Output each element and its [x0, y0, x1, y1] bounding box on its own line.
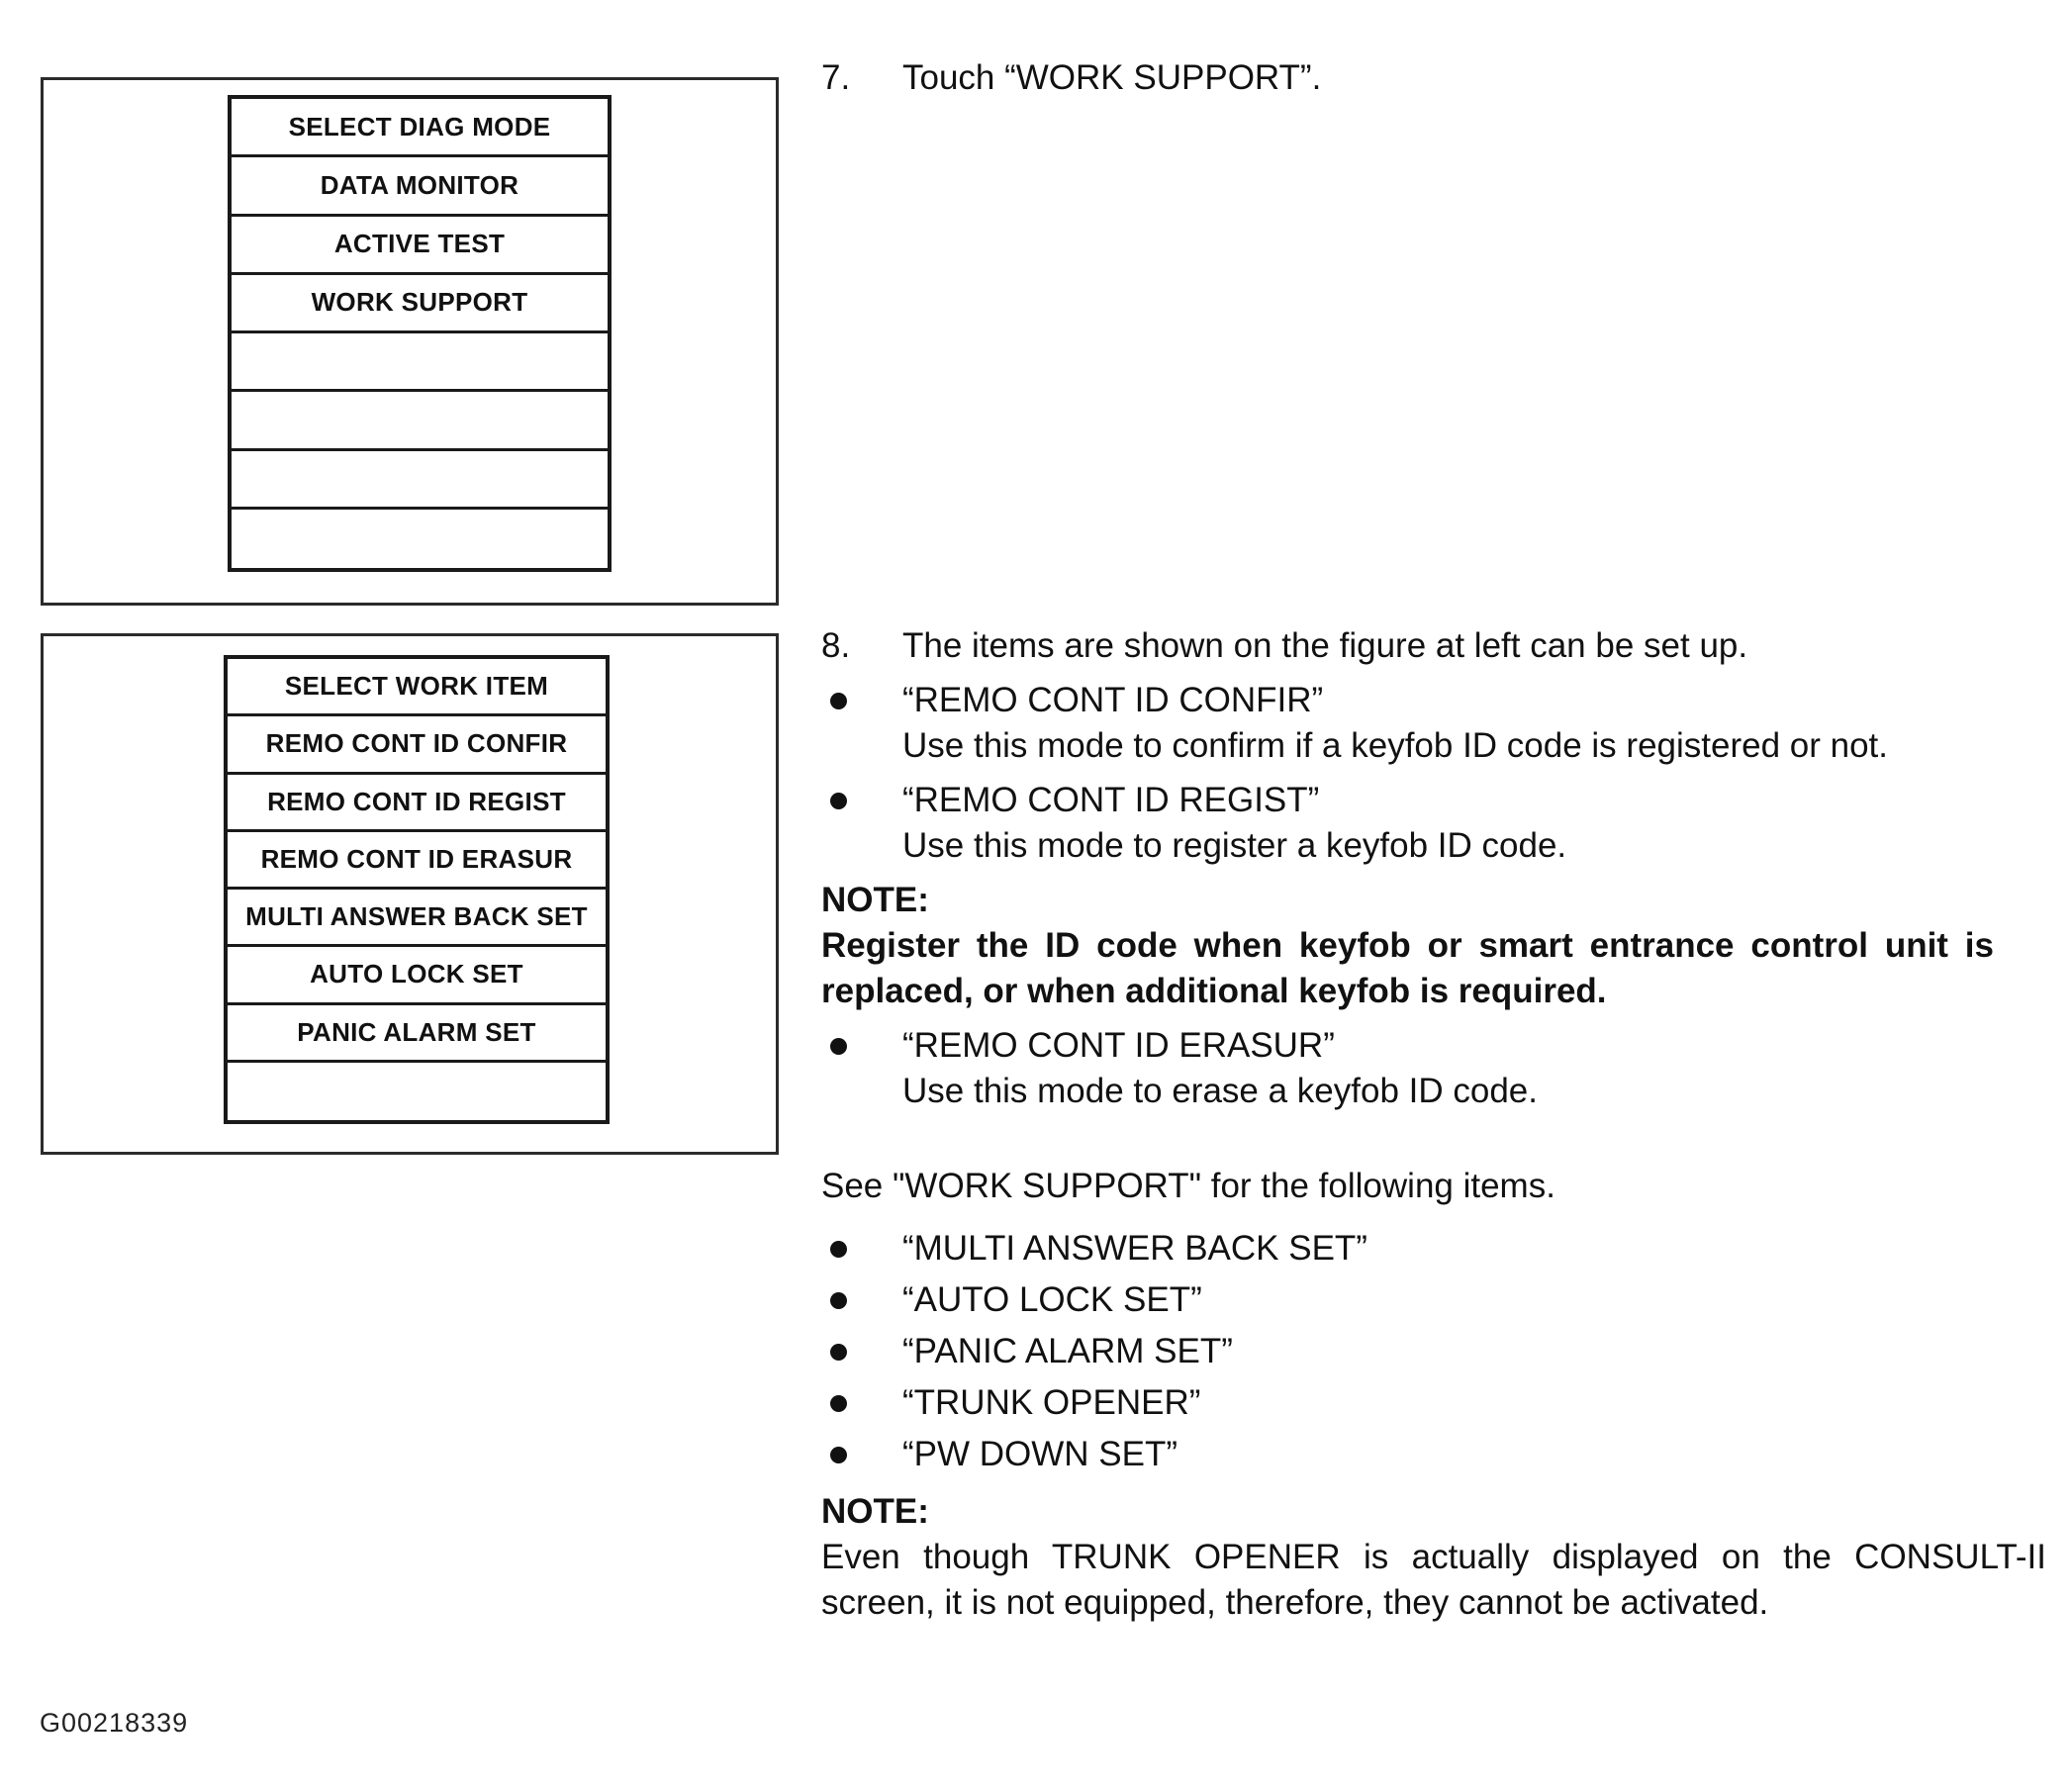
note-2-label: NOTE:: [821, 1492, 929, 1531]
menu-item-data-monitor: [232, 157, 608, 216]
bullet-icon: [821, 1377, 902, 1429]
menu-item-empty-1: [232, 333, 608, 392]
menu-item-label: MULTI ANSWER BACK SET: [245, 901, 588, 932]
figure-frame-select-work-item: [41, 633, 779, 1155]
screen1-title: SELECT DIAG MODE: [288, 111, 551, 141]
figure-code: G00218339: [40, 1708, 189, 1738]
bullet-title: “REMO CONT ID ERASUR”: [902, 1026, 1335, 1065]
list-item-label: “PANIC ALARM SET”: [902, 1332, 1233, 1370]
bullet-remo-cont-id-regist: [821, 778, 2048, 823]
step-8-number: 8.: [821, 626, 851, 665]
bullet-icon: [821, 778, 902, 823]
list-item-multi-answer-back-set: [821, 1223, 2048, 1274]
bullet-remo-cont-id-confir: [821, 678, 2048, 723]
menu-item-empty-3: [232, 451, 608, 510]
note-1-label: NOTE:: [821, 881, 929, 919]
figure-frame-select-diag-mode: [41, 77, 779, 606]
consult-screen-select-work-item: [224, 655, 610, 1124]
list-item-label: “PW DOWN SET”: [902, 1435, 1178, 1473]
step-8: [821, 623, 2048, 669]
menu-item-remo-cont-id-erasur: [228, 832, 606, 890]
menu-item-empty-5: [228, 1063, 606, 1120]
instructions-column: [821, 55, 2048, 1626]
screen2-title-row: [228, 659, 606, 716]
step-7: [821, 55, 2048, 101]
bullet-icon: [821, 1023, 902, 1069]
menu-item-panic-alarm-set: [228, 1005, 606, 1063]
list-item-label: “TRUNK OPENER”: [902, 1383, 1201, 1422]
list-item-label: “MULTI ANSWER BACK SET”: [902, 1229, 1367, 1268]
menu-item-label: PANIC ALARM SET: [297, 1016, 536, 1047]
menu-item-multi-answer-back-set: [228, 890, 606, 947]
menu-item-label: DATA MONITOR: [320, 169, 519, 200]
screen2-title: SELECT WORK ITEM: [284, 671, 549, 702]
menu-item-label: WORK SUPPORT: [311, 287, 528, 318]
menu-item-auto-lock-set: [228, 947, 606, 1004]
menu-item-label: REMO CONT ID ERASUR: [260, 843, 573, 874]
list-item-trunk-opener: [821, 1377, 2048, 1429]
work-support-list: [821, 1223, 2048, 1480]
list-item-pw-down-set: [821, 1429, 2048, 1480]
menu-item-remo-cont-id-confir: [228, 716, 606, 774]
note-1-text: Register the ID code when keyfob or smart entrance control unit is replaced, or when additional keyfob is required.: [821, 926, 1994, 1010]
step-7-number: 7.: [821, 58, 851, 97]
menu-item-label: REMO CONT ID REGIST: [267, 786, 566, 816]
menu-item-active-test: [232, 217, 608, 275]
list-item-auto-lock-set: [821, 1274, 2048, 1326]
menu-item-label: ACTIVE TEST: [333, 229, 506, 259]
bullet-icon: [821, 1223, 902, 1274]
step-8-text: The items are shown on the figure at left can be set up.: [902, 626, 1748, 665]
menu-item-empty-4: [232, 510, 608, 568]
consult-screen-select-diag-mode: [228, 95, 612, 572]
screen1-title-row: [232, 99, 608, 157]
list-item-label: “AUTO LOCK SET”: [902, 1280, 1202, 1319]
list-item-panic-alarm-set: [821, 1326, 2048, 1377]
menu-item-work-support: [232, 275, 608, 333]
bullet-title: “REMO CONT ID REGIST”: [902, 781, 1320, 819]
menu-item-remo-cont-id-regist: [228, 775, 606, 832]
bullet-title: “REMO CONT ID CONFIR”: [902, 681, 1324, 719]
bullet-icon: [821, 1429, 902, 1480]
menu-item-empty-2: [232, 392, 608, 450]
bullet-icon: [821, 678, 902, 723]
bullet-desc-confir: Use this mode to confirm if a keyfob ID code is registered or not.: [902, 726, 1888, 765]
bullet-remo-cont-id-erasur: [821, 1023, 2048, 1069]
see-work-support-line: See "WORK SUPPORT" for the following items.: [821, 1167, 1555, 1205]
menu-item-label: AUTO LOCK SET: [310, 959, 523, 989]
menu-item-label: REMO CONT ID CONFIR: [265, 728, 568, 759]
bullet-icon: [821, 1274, 902, 1326]
bullet-desc-erasur: Use this mode to erase a keyfob ID code.: [902, 1072, 1538, 1110]
step-7-text: Touch “WORK SUPPORT”.: [902, 58, 1322, 97]
note-2-text: Even though TRUNK OPENER is actually displayed on the CONSULT-II screen, it is not equipped, therefore, they cannot be activated.: [821, 1538, 2046, 1622]
bullet-icon: [821, 1326, 902, 1377]
bullet-desc-regist: Use this mode to register a keyfob ID code.: [902, 826, 1567, 865]
